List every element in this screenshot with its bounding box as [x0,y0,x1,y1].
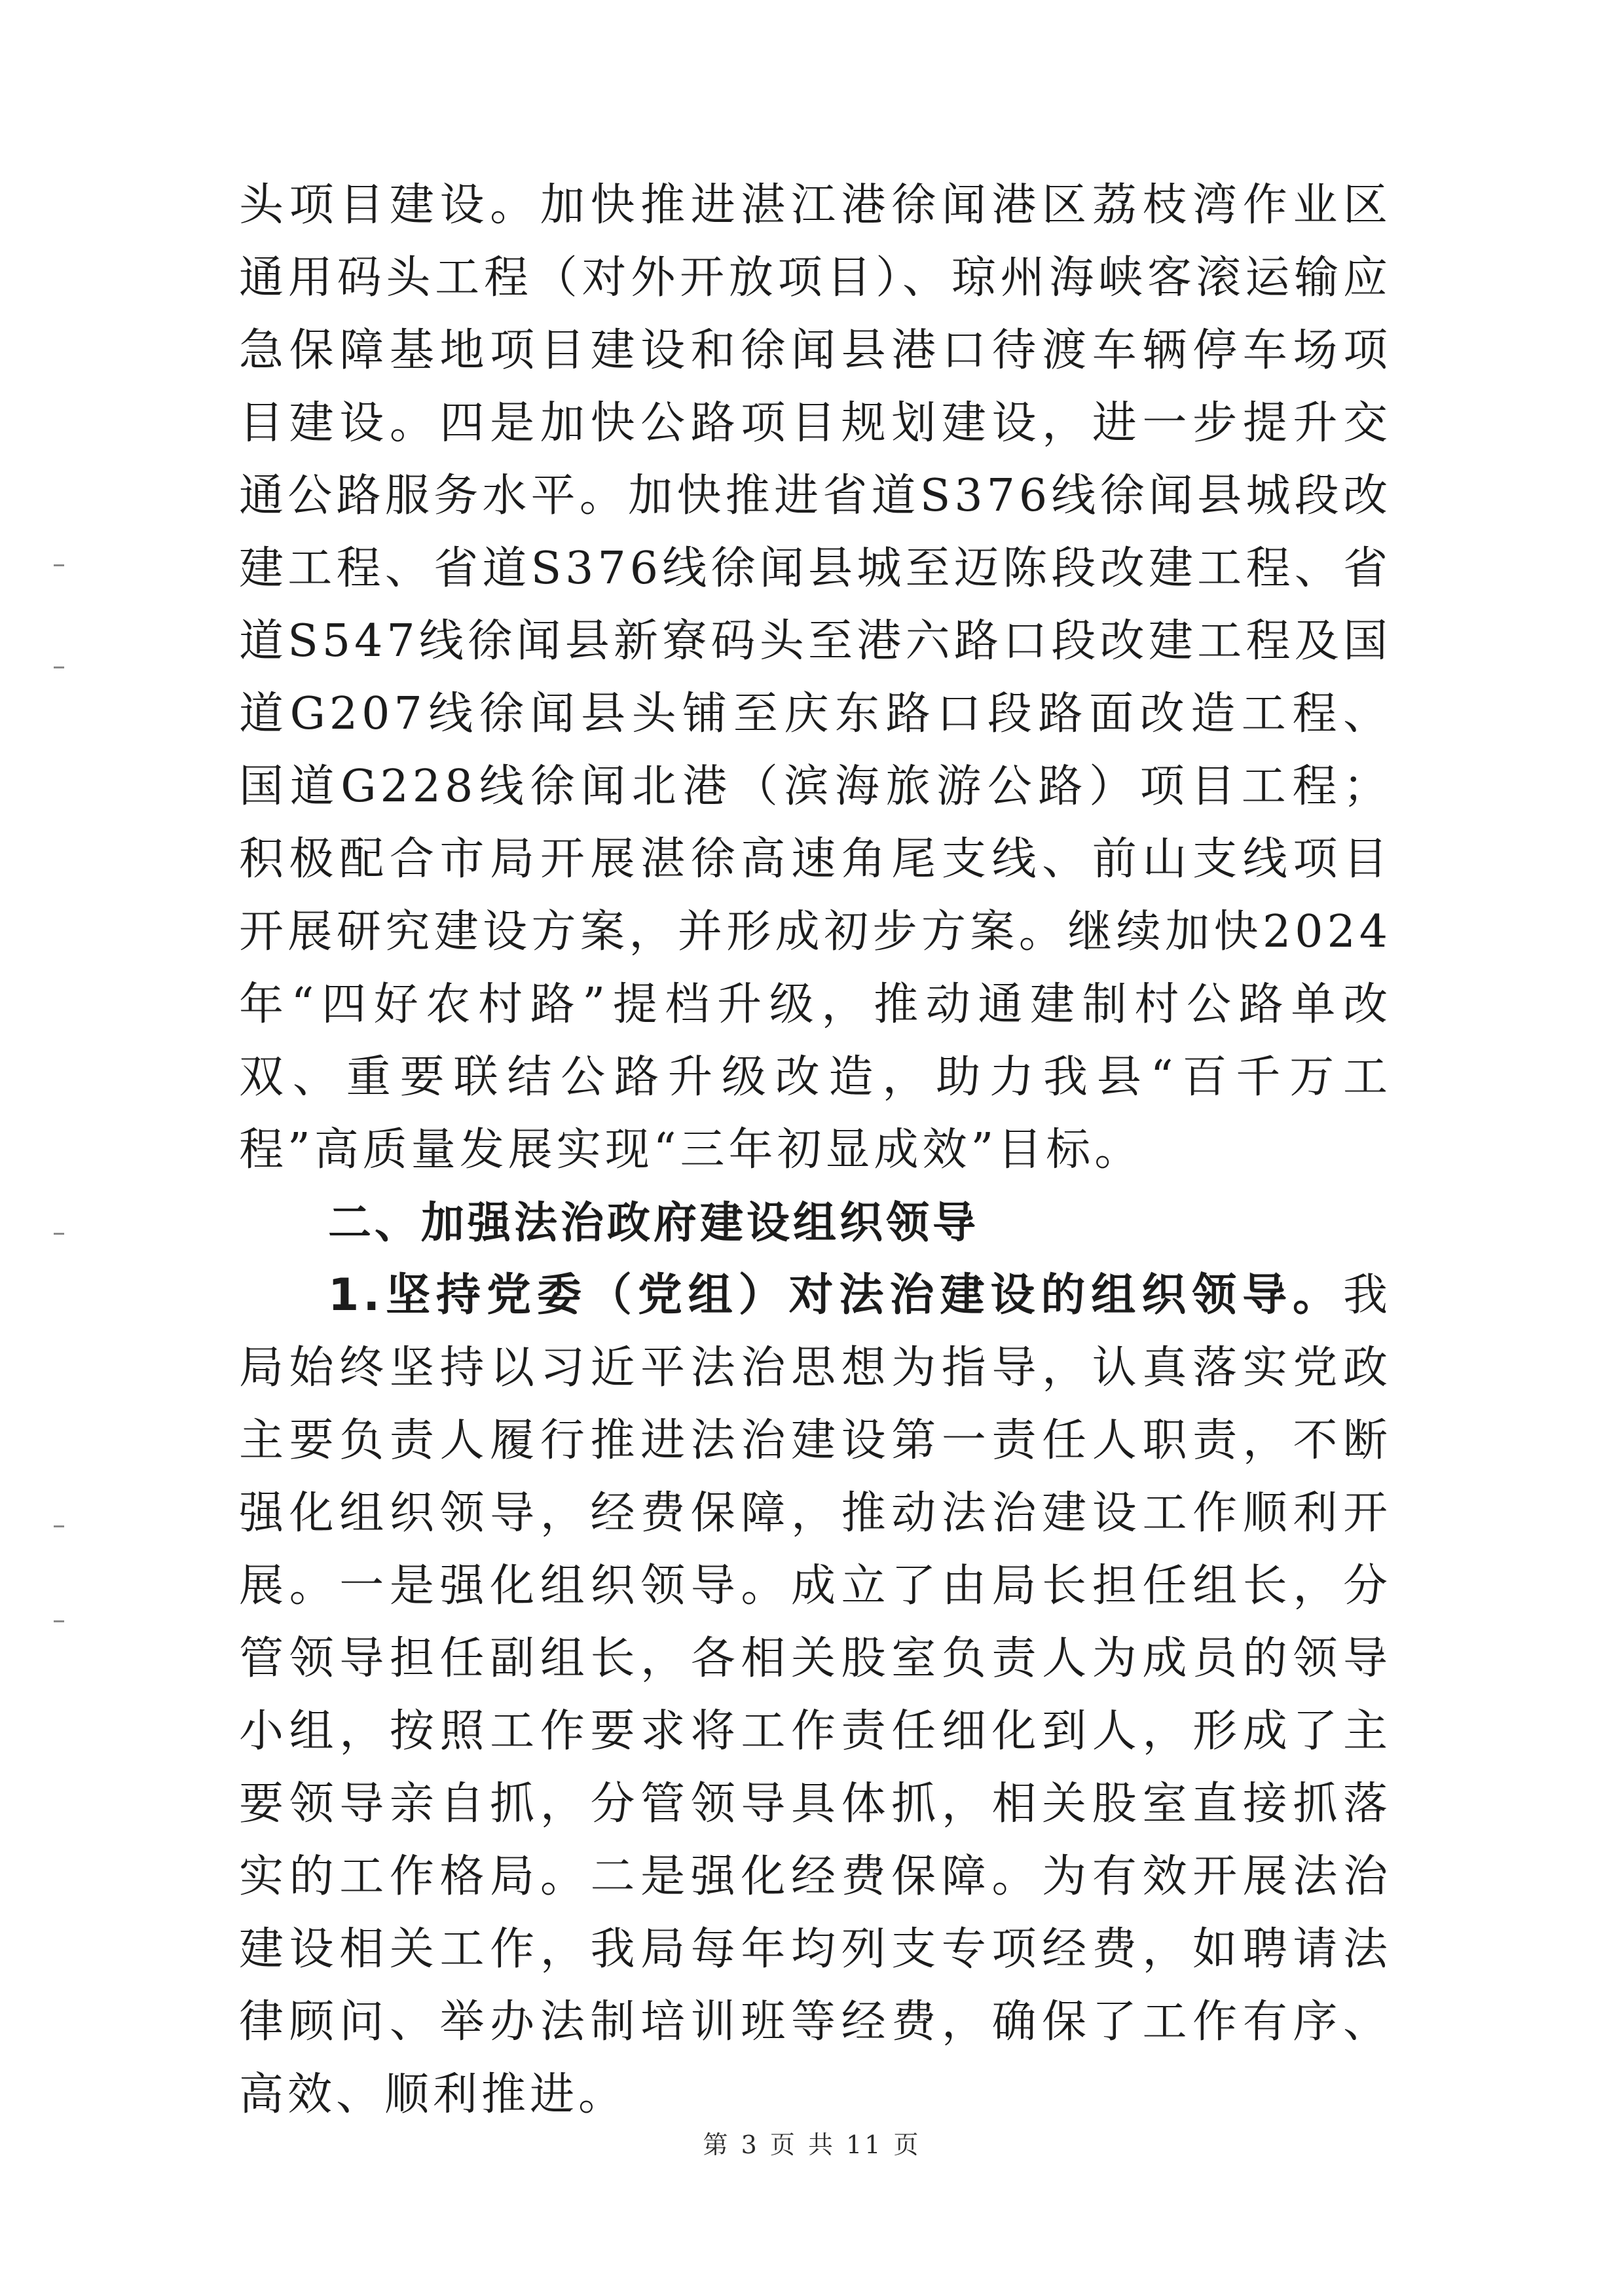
scan-margin-mark [54,666,64,668]
document-body [239,169,1392,2131]
paragraph-body-text: 我局始终坚持以习近平法治思想为指导，认真落实党政主要负责人履行推进法治建设第一责任人职责，不断强化组织领导，经费保障，推动法治建设工作顺利开展。一是强化组织领导。成立了由局长担任组长，分管领导担任副组长，各相关股室负责人为成员的领导小组，按照工作要求将工作责任细化到人，形成了主要领导亲自抓，分管领导具体抓，相关股室直接抓落实的工作格局。二是强化经费保障。为有效开展法治建设相关工作，我局每年均列支专项经费，如聘请法律顾问、举办法制培训班等经费，确保了工作有序、高效、顺利推进。 [239,1269,1392,2121]
page-number-footer: 第 3 页 共 11 页 [703,2130,921,2159]
scan-margin-mark [54,1525,64,1527]
scan-margin-mark [54,1620,64,1622]
scan-margin-mark [54,564,64,566]
paragraph-organization-leadership [239,1259,1392,2131]
paragraph-lead-heading: 1.坚持党委（党组）对法治建设的组织领导。 [328,1269,1343,1321]
scan-margin-mark [54,1233,64,1235]
paragraph-continuation: 头项目建设。加快推进湛江港徐闻港区荔枝湾作业区通用码头工程（对外开放项目）、琼州海峡客滚运输应急保障基地项目建设和徐闻县港口待渡车辆停车场项目建设。四是加快公路项目规划建设，进一步提升交通公路服务水平。加快推进省道S376线徐闻县城段改建工程、省道S376线徐闻县城至迈陈段改建工程、省道S547线徐闻县新寮码头至港六路口段改建工程及国道G207线徐闻县头铺至庆东路口段路面改造工程、国道G228线徐闻北港（滨海旅游公路）项目工程；积极配合市局开展湛徐高速角尾支线、前山支线项目开展研究建设方案，并形成初步方案。继续加快2024年“四好农村路”提档升级，推动通建制村公路单改双、重要联结公路升级改造，助力我县“百千万工程”高质量发展实现“三年初显成效”目标。 [239,179,1392,1176]
section-heading: 二、加强法治政府建设组织领导 [328,1197,979,1248]
